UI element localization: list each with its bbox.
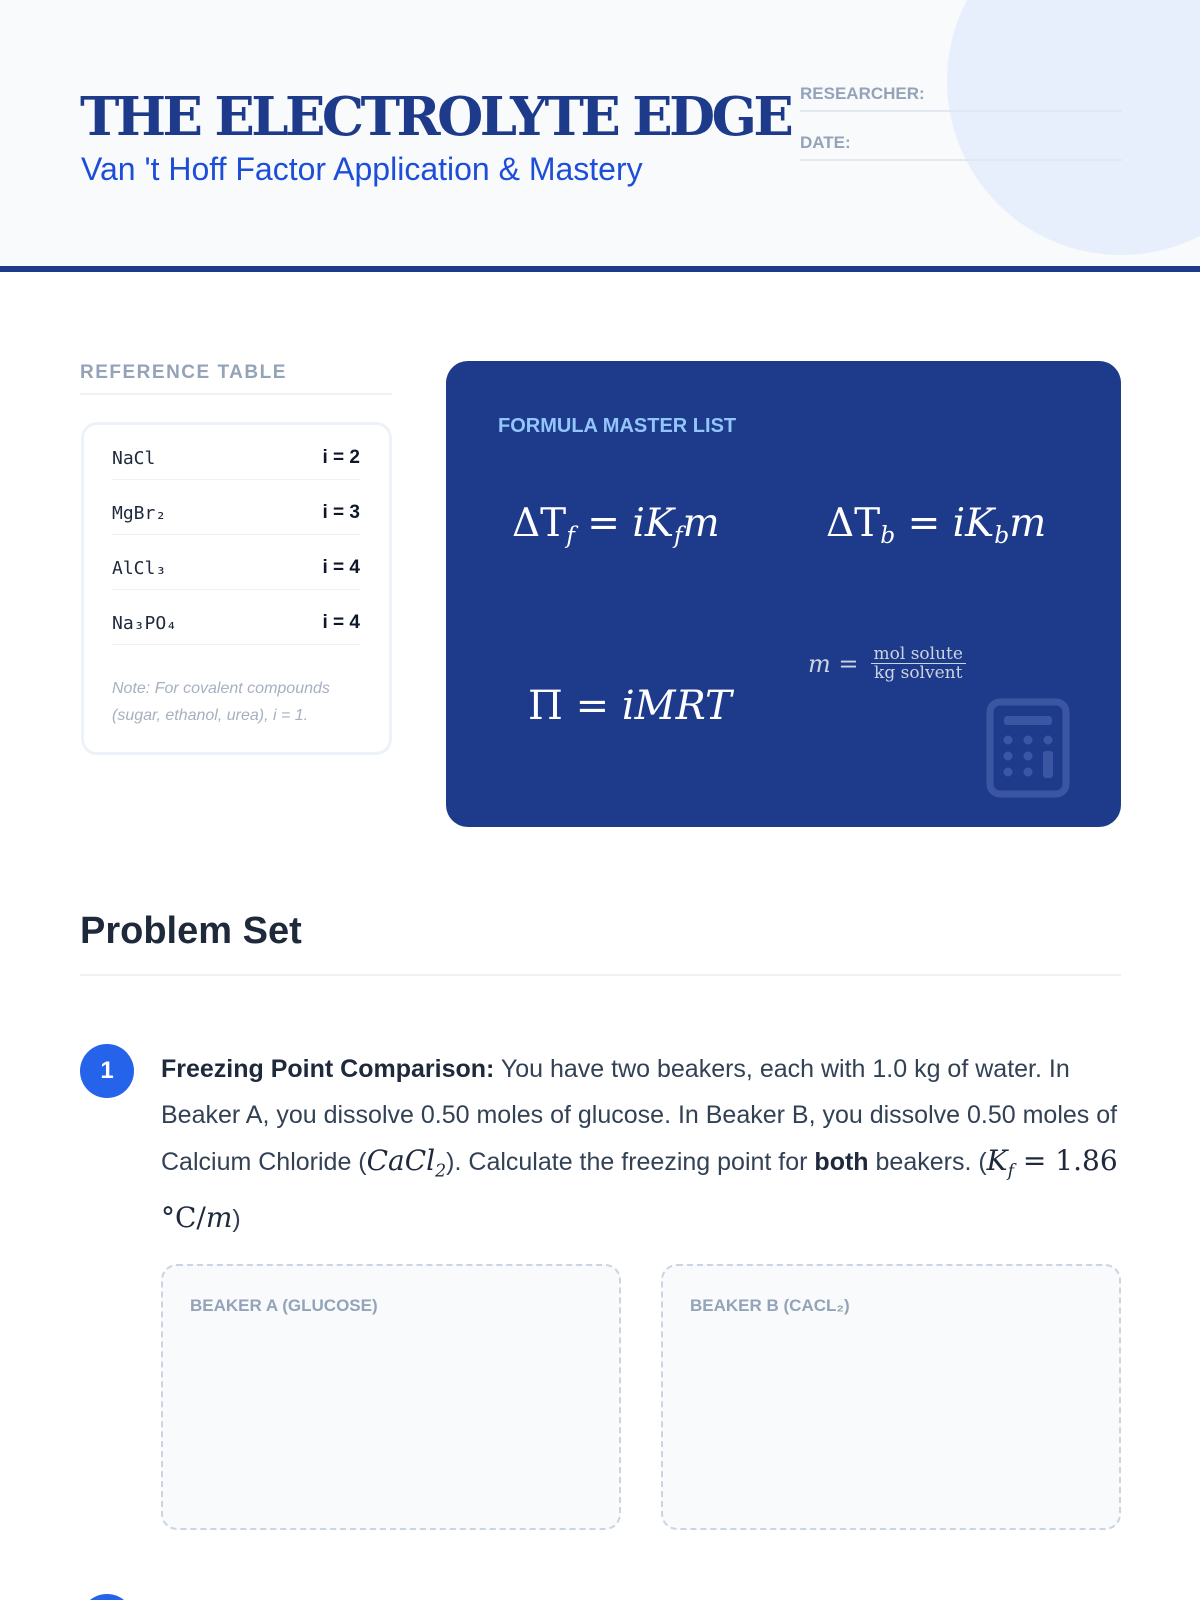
problem-number-badge xyxy=(80,1594,134,1600)
fraction-denominator: kg solvent xyxy=(874,663,963,683)
page-title: THE ELECTROLYTE EDGE xyxy=(80,86,791,148)
reference-table xyxy=(81,422,392,755)
table-row xyxy=(112,590,360,645)
vant-hoff-value: i = 4 xyxy=(322,612,360,633)
work-area-label: BEAKER B (CACL₂) xyxy=(690,1296,850,1315)
date-label: DATE: xyxy=(800,133,851,152)
reference-note: Note: For covalent compounds (sugar, ethanol, urea), i = 1. xyxy=(112,680,330,724)
vant-hoff-value: i = 4 xyxy=(322,557,360,578)
work-area-label: BEAKER A (GLUCOSE) xyxy=(190,1296,378,1315)
problem-set-title: Problem Set xyxy=(80,910,302,952)
table-row xyxy=(112,425,360,480)
freezing-point-formula: $\Delta T_f = iK_fm$ xyxy=(512,501,720,550)
divider xyxy=(80,393,392,395)
date-field[interactable] xyxy=(800,129,1122,161)
researcher-field[interactable] xyxy=(800,80,1122,112)
vant-hoff-value: i = 2 xyxy=(322,447,360,468)
researcher-label: RESEARCHER: xyxy=(800,84,925,103)
divider xyxy=(80,974,1121,976)
molality-formula: m = $\frac{\text{mol solute}}{\text{kg solvent}}$ xyxy=(808,645,966,682)
page-subtitle: Van 't Hoff Factor Application & Mastery xyxy=(81,151,643,187)
formula-panel-title: FORMULA MASTER LIST xyxy=(498,415,737,437)
problem-text: Freezing Point Comparison: You have two beakers, each with 1.0 kg of water. In Beaker A, you dissolve 0.50 moles of glucose. In Beaker B, you dissolve 0.50 moles of Calcium Chloride (CaCl$_2$). Calculate the freezing point for both beakers. ($K_f = 1.86$ °C/m) xyxy=(161,1055,1118,1234)
calculator-icon xyxy=(986,698,1070,798)
formula-panel xyxy=(446,361,1121,827)
compound-name: NaCl xyxy=(112,448,156,469)
compound-name: AlCl₃ xyxy=(112,558,167,579)
table-row xyxy=(112,480,360,535)
compound-name: Na₃PO₄ xyxy=(112,613,178,634)
table-row xyxy=(112,535,360,590)
molality-fraction xyxy=(871,645,966,682)
decorative-circle xyxy=(947,0,1200,255)
osmotic-pressure-formula: Π = iMRT xyxy=(528,683,732,729)
reference-table-title: REFERENCE TABLE xyxy=(80,362,287,383)
constant-symbol: $K_f$ xyxy=(986,1144,1015,1182)
work-area-beaker-b[interactable] xyxy=(661,1264,1121,1530)
compound-name: MgBr₂ xyxy=(112,503,167,524)
worksheet-header xyxy=(0,0,1200,272)
work-area-beaker-a[interactable] xyxy=(161,1264,621,1530)
formula-cacl2: CaCl$_2$ xyxy=(366,1144,447,1182)
boiling-point-formula: $\Delta T_b = iK_bm$ xyxy=(826,501,1047,550)
vant-hoff-value: i = 3 xyxy=(322,502,360,523)
problem-heading: Freezing Point Comparison: xyxy=(161,1055,495,1083)
problem-number-badge: 1 xyxy=(80,1044,134,1098)
fraction-numerator: mol solute xyxy=(871,645,966,664)
